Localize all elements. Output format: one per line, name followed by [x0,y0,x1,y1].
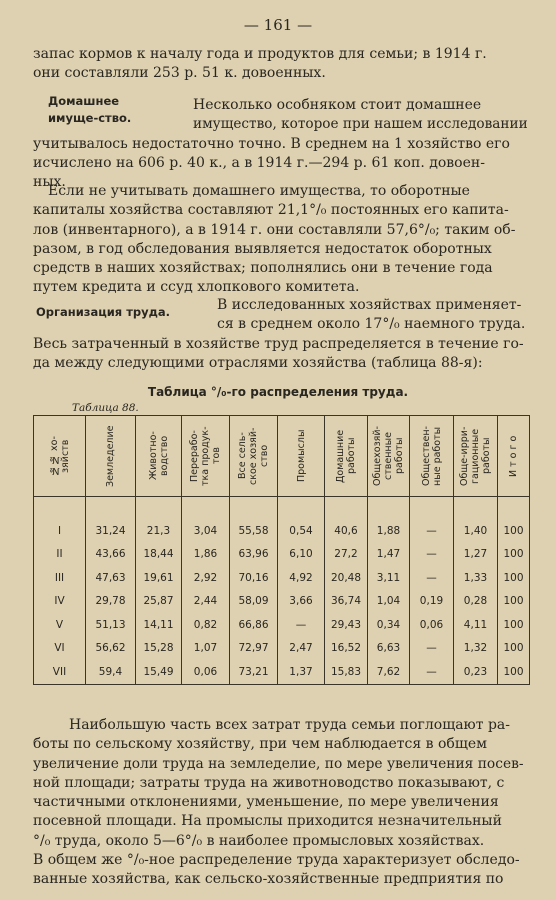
table-cell: 4,11 [454,613,498,637]
table-cell: 100 [498,590,530,614]
table-cell: 55,58 [230,519,278,543]
table-cell: 1,33 [454,566,498,590]
text-line: путем кредита и ссуд хлопкового комитета. [33,279,360,296]
table-row [34,519,530,543]
text-line: частичными отклонениями, уменьшение, по мере увеличения [33,794,499,811]
table-header-row [34,416,530,497]
table-cell: 1,86 [182,543,230,567]
table-cell: 1,88 [368,519,410,543]
table-cell: 0,06 [410,613,454,637]
table-cell: 19,61 [136,566,182,590]
text-line: исчислено на 606 р. 40 к., а в 1914 г.—294 р. 61 коп. довоен- [33,154,485,171]
text-line: Несколько особняком стоит домашнее [193,97,482,113]
table-cell: 15,49 [136,660,182,684]
table-cell: 2,47 [278,637,325,661]
table-cell: 27,2 [325,543,368,567]
table-cell: 1,47 [368,543,410,567]
text-line: °/₀ труда, около 5—6°/₀ в наиболее промысловых хозяйствах. [33,832,485,849]
table-cell: 58,09 [230,590,278,614]
column-header: №№ хо- зяйств [34,416,86,497]
table-caption: Таблица °/₀-го распределения труда. [147,385,409,399]
table-cell: 100 [498,519,530,543]
table-cell: 72,97 [230,637,278,661]
table-cell: — [410,543,454,567]
table-cell: 20,48 [325,566,368,590]
text-line: учитывалось недостаточно точно. В среднем на 1 хозяйство его [33,135,510,152]
table-cell: 1,32 [454,637,498,661]
table-cell: 3,11 [368,566,410,590]
table-cell: 63,96 [230,543,278,567]
table-cell: 100 [498,660,530,684]
table-cell: VI [34,637,86,661]
column-header: И т о г о [498,416,530,497]
text-line: увеличение доли труда на земледелие, по мере увеличения посев- [33,755,524,772]
property-paragraph [33,96,529,192]
table-cell: 15,83 [325,660,368,684]
table-cell: 25,87 [136,590,182,614]
text-line: запас кормов к началу года и продуктов для семьи; в 1914 г. [33,46,487,62]
table-row [34,543,530,567]
table-cell: — [410,519,454,543]
labor-distribution-table [33,415,530,685]
table-cell: — [410,566,454,590]
table-row [34,566,530,590]
text-line: В общем же °/₀-ное распределение труда характеризует обследо- [33,852,520,869]
table-cell: — [278,613,325,637]
table-cell: 70,16 [230,566,278,590]
column-header: Обще-ирри- гационные работы [454,416,498,497]
side-heading-labor: Организация труда. [36,305,171,319]
text-line: ся в среднем около 17°/₀ наемного труда. [217,316,526,333]
text-line: Если не учитывать домашнего имущества, то оборотные [48,183,470,199]
text-line: Наибольшую часть всех затрат труда семьи поглощают ра- [69,717,510,733]
text-line: ных. [33,174,66,191]
table-cell: 4,92 [278,566,325,590]
table-cell: 29,43 [325,613,368,637]
table-row [34,660,530,684]
table-cell: 15,28 [136,637,182,661]
capital-paragraph [33,182,529,298]
table-cell: 2,92 [182,566,230,590]
table-cell: 7,62 [368,660,410,684]
table-cell: I [34,519,86,543]
table-cell: V [34,613,86,637]
table-cell: 100 [498,613,530,637]
text-line: средств в наших хозяйствах; пополнялись они в течение года [33,260,493,277]
side-heading-property: Домашнее имуще-ство. [48,94,132,125]
table-cell: 73,21 [230,660,278,684]
text-line: да между следующими отраслями хозяйства (таблица 88-я): [33,354,483,371]
table-cell: 29,78 [86,590,136,614]
column-header: Промыслы [278,416,325,497]
text-line: ванные хозяйства, как сельско-хозяйственные предприятия по [33,871,504,888]
table-cell: IV [34,590,86,614]
column-header: Обществен- ные работы [410,416,454,497]
table-cell: 1,40 [454,519,498,543]
table-cell: 100 [498,637,530,661]
table-cell: 0,19 [410,590,454,614]
table-cell: 66,86 [230,613,278,637]
table-cell: — [410,660,454,684]
table-cell: 1,07 [182,637,230,661]
table-row [34,613,530,637]
table-spacer-row [34,497,530,520]
table-cell: 47,63 [86,566,136,590]
table-cell: 40,6 [325,519,368,543]
table-cell: 59,4 [86,660,136,684]
text-line: лов (инвентарного), а в 1914 г. они составляли 57,6°/₀; таким об- [33,221,516,238]
text-line: разом, в год обследования выявляется недостаток оборотных [33,240,492,257]
table-cell: 100 [498,566,530,590]
table-cell: 6,10 [278,543,325,567]
table-cell: II [34,543,86,567]
table-cell: 16,52 [325,637,368,661]
column-header: Земледелие [86,416,136,497]
table-cell: VII [34,660,86,684]
text-line: имущество, которое при нашем исследовании [193,116,528,133]
text-line: посевной площади. На промыслы приходится незначительный [33,813,502,830]
table-cell: 0,28 [454,590,498,614]
text-line: Весь затраченный в хозяйстве труд распределяется в течение го- [33,335,524,352]
text-line: ной площади; затраты труда на животноводство показывают, с [33,774,505,791]
table-number: Таблица 88. [72,402,139,414]
page-number: — 161 — [243,16,313,34]
table-cell: 18,44 [136,543,182,567]
table-cell: 31,24 [86,519,136,543]
conclusion-paragraph [33,716,529,890]
table-cell: 6,63 [368,637,410,661]
table-cell: 100 [498,543,530,567]
column-header: Домашние работы [325,416,368,497]
table-row [34,590,530,614]
table-cell: — [410,637,454,661]
text-line: они составляли 253 р. 51 к. довоенных. [33,65,326,82]
column-header: Перерабо- тка продук- тов [182,416,230,497]
table-cell: 51,13 [86,613,136,637]
table-cell: 56,62 [86,637,136,661]
table-cell: 0,82 [182,613,230,637]
table-cell: 1,27 [454,543,498,567]
column-header: Общехозяй- ственные работы [368,416,410,497]
column-header: Животно- водство [136,416,182,497]
table-cell: 0,06 [182,660,230,684]
table-cell: 14,11 [136,613,182,637]
labor-paragraph [33,296,529,373]
table-cell: 43,66 [86,543,136,567]
table-cell: 2,44 [182,590,230,614]
intro-paragraph [33,45,529,84]
table-cell: 21,3 [136,519,182,543]
table-cell: 0,23 [454,660,498,684]
table-cell: 3,04 [182,519,230,543]
table-cell: III [34,566,86,590]
table-cell: 0,54 [278,519,325,543]
table-row [34,637,530,661]
text-line: боты по сельскому хозяйству, при чем наблюдается в общем [33,736,488,753]
table-cell: 3,66 [278,590,325,614]
text-line: В исследованных хозяйствах применяет- [217,297,522,313]
column-header: Все сель- ское хозяй- ство [230,416,278,497]
table-cell: 1,37 [278,660,325,684]
table-cell: 0,34 [368,613,410,637]
table-cell: 1,04 [368,590,410,614]
text-line: капиталы хозяйства составляют 21,1°/₀ постоянных его капита- [33,202,509,219]
table-cell: 36,74 [325,590,368,614]
